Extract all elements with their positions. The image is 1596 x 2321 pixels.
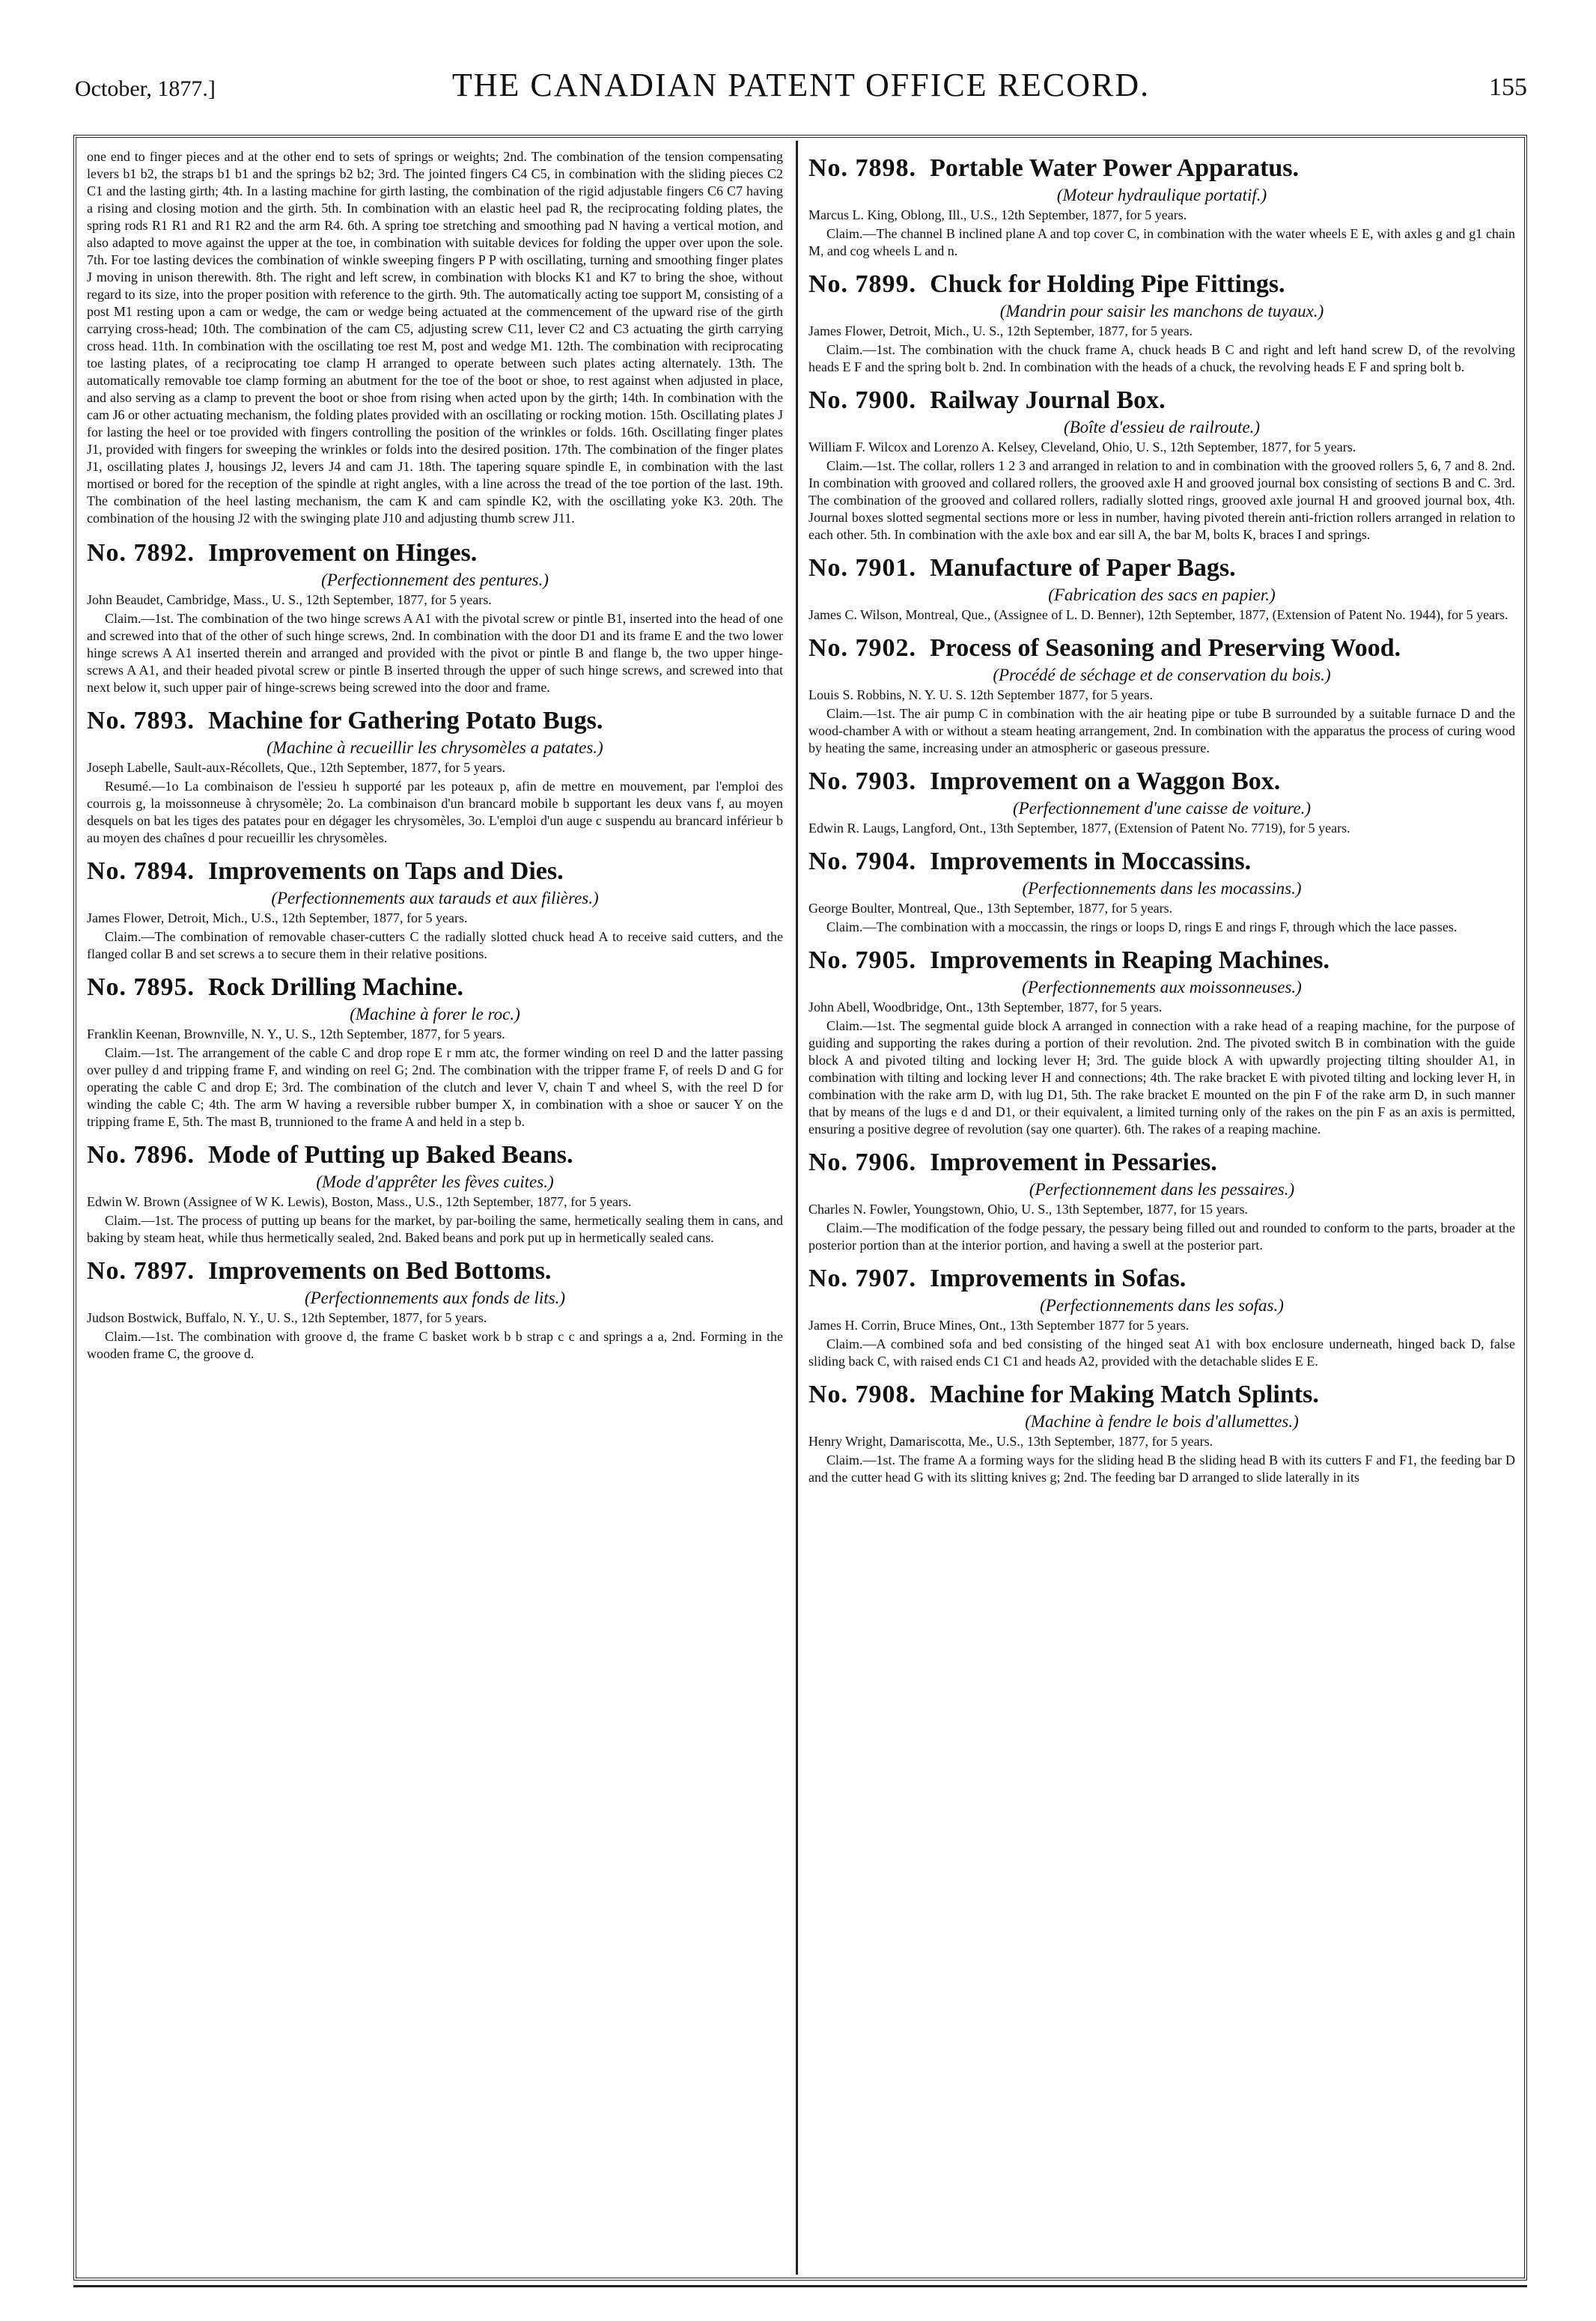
patent-claim: Claim.—1st. The combination with the chuck frame A, chuck heads B C and right and left hand screw D, of the revolving heads E F and the spring bolt b. 2nd. In combination with the heads of a chuck, the revolving heads E F and spring bolt b. xyxy=(808,342,1515,374)
patent-body xyxy=(808,1433,1515,1486)
patent-claim: Claim.—1st. The segmental guide block A arranged in connection with a rake head of a reaping machine, for the purpose of guiding and supporting the rakes during a portion of their revolution. 2nd. The pivoted switch B in combination with the guide block A and pivoted tilting and locking lever H; 3rd. The guide block A with upwardly projecting tilting shoulder A1, in combination with tilting and locking lever H and connections; 4th. The rake bracket E with pivoted tilting and locking lever H, in combination with the rake arm D, with lug D1, 5th. The rake bracket E mounted on the pin F of the rake arm D, in such manner that by means of the lugs e d and D1, or their equivalent, a limited turning only of the rakes on the pin F as an axis is permitted, ensuring a positive degree of revolution (say one quarter). 6th. The rakes of a reaping machine. xyxy=(808,1018,1515,1137)
patent-body xyxy=(87,759,783,847)
patent-title: Railway Journal Box. xyxy=(930,386,1166,414)
patent-heading xyxy=(808,385,1515,416)
patent-body xyxy=(808,606,1515,624)
patent-inventor: Edwin R. Laugs, Langford, Ont., 13th September, 1877, (Extension of Patent No. 7719), for 5 years. xyxy=(808,821,1350,836)
patent-french-title: (Fabrication des sacs en papier.) xyxy=(1048,585,1276,604)
patent-french-title: (Mode d'apprêter les fèves cuites.) xyxy=(316,1172,554,1191)
patent-title: Process of Seasoning and Preserving Wood. xyxy=(930,634,1401,662)
patent-entry xyxy=(808,1147,1515,1254)
patent-heading xyxy=(808,153,1515,184)
patent-body xyxy=(808,1201,1515,1254)
patent-title: Portable Water Power Apparatus. xyxy=(930,154,1300,182)
patent-french-title: (Perfectionnements aux fonds de lits.) xyxy=(304,1289,566,1307)
patent-claim: Claim.—1st. The combination of the two hinge screws A A1 with the pivotal screw or pintle B1, inserted into the head of one and screwed into that of the other of such hinge screws, 2nd. In combination with the door D1 and its frame E and the two lower hinge screws A A1 inserted therein and arranged and provided with the pivot or pintle B and flange b, the two upper hinge-screws A A1, and their headed pivotal screw or pintle B inserted through the upper of such hinge screws, and screwed into that next below it, such upper pair of hinge-screws being screwed into the door and frame. xyxy=(87,611,783,695)
patent-title: Manufacture of Paper Bags. xyxy=(930,554,1236,582)
patent-number: No. 7899. xyxy=(808,270,917,298)
patent-inventor: Charles N. Fowler, Youngstown, Ohio, U. S., 13th September, 1877, for 15 years. xyxy=(808,1202,1249,1217)
patent-french-title: (Mandrin pour saisir les manchons de tuyaux.) xyxy=(999,302,1324,320)
patent-number: No. 7905. xyxy=(808,946,917,974)
patent-claim: Claim.—1st. The combination with groove d, the frame C basket work b b strap c c and springs a a, 2nd. Forming in the wooden frame C, the groove d. xyxy=(87,1329,783,1361)
patent-french-title: (Moteur hydraulique portatif.) xyxy=(1056,186,1267,204)
patent-number: No. 7892. xyxy=(87,539,195,567)
left-column xyxy=(87,148,783,2267)
patent-claim: Claim.—1st. The arrangement of the cable C and drop rope E r mm atc, the former winding on reel D and the latter passing over pulley d and tripping frame F, and winding on reel G; 2nd. The combination with the tripper frame F, of reels D and G for operating the cable C and drop E; 3rd. The combination of the clutch and lever V, chain T and wheel S, with the reel D for winding the cable C; 4th. The arm W having a reversible rubber bumper X, in combination with a shoe or saucer Y on the tripping frame E, 5th. The mast B, trunnioned to the frame A and held in a step b. xyxy=(87,1045,783,1129)
patent-number: No. 7897. xyxy=(87,1257,195,1285)
patent-claim: Claim.—The channel B inclined plane A and top cover C, in combination with the water wheels E E, with axles g and g1 chain M, and cog wheels L and n. xyxy=(808,226,1515,258)
patent-title: Improvement in Pessaries. xyxy=(930,1149,1217,1176)
patent-title: Machine for Gathering Potato Bugs. xyxy=(208,707,603,734)
patent-number: No. 7895. xyxy=(87,973,195,1001)
patent-heading xyxy=(87,1256,783,1287)
patent-claim: Claim.—A combined sofa and bed consisting of the hinged seat A1 with box enclosure underneath, hinged back D, false sliding back C, with raised ends C1 C1 and heads A2, provided with the detachable slides E E. xyxy=(808,1336,1515,1369)
patent-inventor: John Abell, Woodbridge, Ont., 13th September, 1877, for 5 years. xyxy=(808,1000,1163,1015)
patent-body xyxy=(87,910,783,963)
patent-number: No. 7908. xyxy=(808,1381,917,1408)
bottom-rule xyxy=(73,2285,1527,2287)
patent-entry xyxy=(87,1140,783,1247)
patent-number: No. 7900. xyxy=(808,386,917,414)
patent-claim: Claim.—The combination of removable chaser-cutters C the radially slotted chuck head A to receive said cutters, and the flanged collar B and set screws a to secure them in their relative positions. xyxy=(87,929,783,961)
left-patent-list xyxy=(87,538,783,1363)
patent-entry xyxy=(87,705,783,847)
patent-title: Chuck for Holding Pipe Fittings. xyxy=(930,270,1285,298)
patent-heading xyxy=(87,856,783,887)
patent-french-title: (Procédé de séchage et de conservation du bois.) xyxy=(993,666,1331,684)
patent-entry xyxy=(808,846,1515,936)
patent-inventor: Marcus L. King, Oblong, Ill., U.S., 12th September, 1877, for 5 years. xyxy=(808,207,1187,222)
patent-body xyxy=(808,687,1515,757)
patent-number: No. 7906. xyxy=(808,1149,917,1176)
patent-heading xyxy=(87,972,783,1003)
patent-heading xyxy=(808,269,1515,300)
patent-heading xyxy=(808,633,1515,664)
patent-number: No. 7904. xyxy=(808,848,917,875)
patent-heading xyxy=(808,846,1515,877)
patent-entry xyxy=(808,1379,1515,1486)
patent-title: Improvements on Taps and Dies. xyxy=(208,857,564,885)
patent-heading xyxy=(808,553,1515,584)
patent-entry xyxy=(808,1263,1515,1370)
patent-french-title: (Machine à forer le roc.) xyxy=(350,1005,520,1023)
patent-french-title: (Perfectionnements aux tarauds et aux filières.) xyxy=(271,889,599,907)
patent-inventor: Edwin W. Brown (Assignee of W K. Lewis), Boston, Mass., U.S., 12th September, 1877, for 5 years. xyxy=(87,1194,632,1209)
patent-inventor: Henry Wright, Damariscotta, Me., U.S., 13th September, 1877, for 5 years. xyxy=(808,1434,1213,1449)
patent-number: No. 7903. xyxy=(808,767,917,795)
patent-body xyxy=(808,323,1515,376)
patent-inventor: William F. Wilcox and Lorenzo A. Kelsey, Cleveland, Ohio, U. S., 12th September, 1877, for 5 years. xyxy=(808,439,1356,454)
patent-inventor: James Flower, Detroit, Mich., U. S., 12th September, 1877, for 5 years. xyxy=(808,323,1193,338)
patent-body xyxy=(87,591,783,696)
patent-title: Improvements on Bed Bottoms. xyxy=(208,1257,552,1285)
patent-inventor: Louis S. Robbins, N. Y. U. S. 12th September 1877, for 5 years. xyxy=(808,687,1153,702)
patent-claim: Claim.—1st. The air pump C in combination with the air heating pipe or tube B surrounded by a suitable furnace D and the wood-chamber A with or without a steam heating arrangement, 2nd. In combination with the apparatus the process of curing wood by heating the same, increasing under an atmospheric or gaseous pressure. xyxy=(808,706,1515,755)
patent-claim: Resumé.—1o La combinaison de l'essieu h supporté par les poteaux p, afin de mettre en mouvement, par l'emploi des courrois g, la moissonneuse à chrysomèle; 2o. La combinaison d'un brancard mobile b supportant les deux vans f, au moyen desquels on bat les tiges des patates pour en dégager les chrysomèles, 3o. L'emploi d'un auge c suspendu au brancard inférieur b au moyen des chaînes d pour recueillir les chrysomèles. xyxy=(87,779,783,845)
patent-heading xyxy=(87,538,783,569)
patent-heading xyxy=(87,705,783,737)
patent-number: No. 7896. xyxy=(87,1141,195,1169)
patent-heading xyxy=(808,1379,1515,1411)
patent-inventor: Judson Bostwick, Buffalo, N. Y., U. S., 12th September, 1877, for 5 years. xyxy=(87,1310,487,1325)
column-divider xyxy=(796,141,798,2275)
right-patent-list xyxy=(808,153,1515,1486)
patent-entry xyxy=(87,972,783,1131)
patent-entry xyxy=(808,553,1515,624)
patent-french-title: (Perfectionnements dans les sofas.) xyxy=(1040,1296,1284,1315)
patent-claim: Claim.—The combination with a moccassin, the rings or loops D, rings E and rings F, through which the lace passes. xyxy=(826,919,1458,934)
patent-entry xyxy=(87,856,783,963)
patent-claim: Claim.—1st. The frame A a forming ways for the sliding head B the sliding head B with its cutters F and F1, the feeding bar D and the cutter head G with its slitting knives g; 2nd. The feeding bar D arranged to slide laterally in its xyxy=(808,1452,1515,1485)
patent-number: No. 7898. xyxy=(808,154,917,182)
right-column xyxy=(808,148,1515,2267)
patent-body xyxy=(87,1193,783,1247)
patent-body xyxy=(808,439,1515,544)
patent-number: No. 7894. xyxy=(87,857,195,885)
patent-body xyxy=(808,207,1515,260)
patent-title: Rock Drilling Machine. xyxy=(208,973,463,1001)
patent-french-title: (Perfectionnement des pentures.) xyxy=(321,571,549,589)
patent-french-title: (Perfectionnements dans les mocassins.) xyxy=(1022,879,1302,898)
patent-title: Improvements in Moccassins. xyxy=(930,848,1252,875)
patent-body xyxy=(808,820,1515,837)
patent-heading xyxy=(808,945,1515,976)
patent-french-title: (Machine à fendre le bois d'allumettes.) xyxy=(1025,1412,1299,1431)
patent-inventor: George Boulter, Montreal, Que., 13th September, 1877, for 5 years. xyxy=(808,901,1173,916)
patent-title: Improvement on Hinges. xyxy=(208,539,478,567)
publication-title: THE CANADIAN PATENT OFFICE RECORD. xyxy=(451,67,1151,103)
patent-inventor: Joseph Labelle, Sault-aux-Récollets, Que., 12th September, 1877, for 5 years. xyxy=(87,760,506,775)
patent-entry xyxy=(808,766,1515,837)
patent-entry xyxy=(808,385,1515,544)
patent-title: Improvement on a Waggon Box. xyxy=(930,767,1281,795)
patent-entry xyxy=(808,945,1515,1138)
patent-french-title: (Machine à recueillir les chrysomèles a patates.) xyxy=(266,738,603,757)
patent-inventor: Franklin Keenan, Brownville, N. Y., U. S., 12th September, 1877, for 5 years. xyxy=(87,1026,505,1041)
page-header xyxy=(75,66,1527,111)
patent-body xyxy=(87,1309,783,1363)
patent-french-title: (Perfectionnement d'une caisse de voiture.) xyxy=(1012,799,1312,818)
patent-entry xyxy=(87,538,783,696)
patent-number: No. 7907. xyxy=(808,1265,917,1292)
patent-heading xyxy=(808,766,1515,797)
patent-title: Improvements in Reaping Machines. xyxy=(930,946,1330,974)
patent-entry xyxy=(808,633,1515,757)
patent-inventor: John Beaudet, Cambridge, Mass., U. S., 12th September, 1877, for 5 years. xyxy=(87,592,492,607)
patent-body xyxy=(808,1317,1515,1370)
patent-inventor: James H. Corrin, Bruce Mines, Ont., 13th September 1877 for 5 years. xyxy=(808,1318,1190,1333)
patent-number: No. 7901. xyxy=(808,554,917,582)
patent-title: Mode of Putting up Baked Beans. xyxy=(208,1141,573,1169)
patent-heading xyxy=(87,1140,783,1171)
patent-french-title: (Perfectionnement dans les pessaires.) xyxy=(1029,1180,1295,1199)
patent-number: No. 7902. xyxy=(808,634,917,662)
patent-claim: Claim.—1st. The collar, rollers 1 2 3 and arranged in relation to and in combination with the grooved rollers 5, 6, 7 and 8. 2nd. In combination with grooved and collared rollers, the grooved axle H and grooved journal box consisting of sections B and C. 3rd. The combination of the grooved and collared rollers, radially slotted rings, grooved axle journal H and grooved journal box, 4th. Journal boxes slotted segmental sections more or less in number, having pivoted therein anti-friction rollers arranged in relation to each other. 5th. In combination with the axle box and ear sill A, the bar M, bolts K, braces I and springs. xyxy=(808,458,1515,542)
patent-title: Machine for Making Match Splints. xyxy=(930,1381,1319,1408)
patent-claim: Claim.—The modification of the fodge pessary, the pessary being filled out and rounded to conform to the parts, broader at the posterior portion than at the interior portion, and having a swell at the posterior part. xyxy=(808,1220,1515,1253)
patent-entry xyxy=(808,153,1515,260)
patent-french-title: (Perfectionnements aux moissonneuses.) xyxy=(1022,978,1302,997)
patent-claim: Claim.—1st. The process of putting up beans for the market, by par-boiling the same, hermetically sealing them in cans, and baking by steam heat, while thus hermetically sealed, 2nd. Baked beans and pork put up in hermetically sealed cans. xyxy=(87,1213,783,1245)
patent-title: Improvements in Sofas. xyxy=(930,1265,1187,1292)
patent-entry xyxy=(808,269,1515,376)
patent-inventor: James Flower, Detroit, Mich., U.S., 12th September, 1877, for 5 years. xyxy=(87,910,468,925)
patent-body xyxy=(808,999,1515,1138)
continued-claim-text: one end to finger pieces and at the other end to sets of springs or weights; 2nd. The combination of the tension compensating levers b1 b2, the straps b1 b1 and the springs b2 b2; 3rd. The jointed fingers C4 C5, in combination with the sliding pieces C2 C1 and the lasting girth; 4th. In a lasting machine for girth lasting, the combination of the rigid adjustable fingers C6 C7 having a rising and closing motion and the girth. 5th. In combination with an elastic heel pad R, the reciprocating folding plates, the spring rods R1 R1 and R1 R2 and the arm R4. 6th. A spring toe stretching and smoothing pad N having a vertical motion, and also adapted to move against the upper at the toe, in combination with suitable devices for folding the upper over upon the sole. 7th. For toe lasting devices the combination of winkle sweeping fingers P P with oscillating, turning and smoothing finger plates J moving in unison therewith. 8th. The right and left screw, in combination with blocks K1 and K7 to bring the shoe, without regard to its size, into the proper position with reference to the girth. 9th. The automatically acting toe support M, consisting of a post M1 resting upon a cam or wedge, the cam or wedge being actuated at the commencement of the upward rise of the girth carrying cross-head; 10th. The combination of the cam C5, adjusting screw C11, lever C2 and C3 actuating the girth carrying cross head. 11th. In combination with the oscillating toe rest M, post and wedge M1. 12th. The combination with reciprocating toe lasting plates, of a reciprocating toe clamp H arranged to operate between such plates acting alternately. 13th. The automatically removable toe clamp forming an abutment for the toe of the boot or shoe, to rest against when adjusted in place, and also serving as a clamp to prevent the boot or shoe from rising when acted upon by the girth; 14th. In combination with the cam J6 or other actuating mechanism, the folding plates provided with an oscillating or rocking motion. 15th. Oscillating plates J for lasting the heel or toe provided with fingers controlling the position of the wrinkles or folds. 16th. Oscillating finger plates J1, provided with fingers for sweeping the wrinkles or folds into the desired position. 17th. The combination of the finger plates J1, oscillating plates J, housings J2, levers J4 and cam J1. 18th. The tapering square spindle E, in combination with the last mortised or bored for the reception of the spindle at right angles, with a line across the tread of the toe portion of the last. 19th. The combination of the heel lasting mechanism, the cam K and cam spindle K2, with the oscillating yoke K3. 20th. The combination of the housing J2 with the swinging plate J10 and adjusting thumb screw J11. xyxy=(87,149,783,526)
patent-french-title: (Boîte d'essieu de railroute.) xyxy=(1063,418,1261,436)
patent-number: No. 7893. xyxy=(87,707,195,734)
patent-entry xyxy=(87,1256,783,1363)
page-number: 155 xyxy=(1489,73,1527,101)
patent-body xyxy=(808,900,1515,936)
patent-heading xyxy=(808,1263,1515,1295)
patent-heading xyxy=(808,1147,1515,1178)
patent-inventor: James C. Wilson, Montreal, Que., (Assignee of L. D. Benner), 12th September, 1877, (Extension of Patent No. 1944), for 5 years. xyxy=(808,607,1508,622)
patent-body xyxy=(87,1026,783,1131)
issue-date: October, 1877.] xyxy=(75,76,216,101)
